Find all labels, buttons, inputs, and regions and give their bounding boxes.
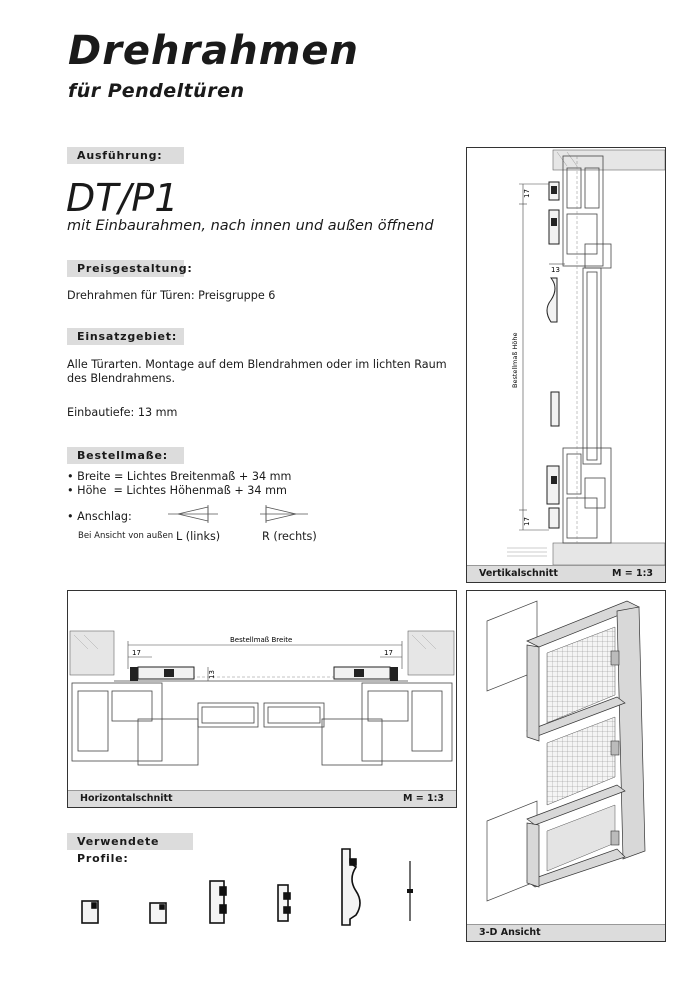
profile-4 bbox=[278, 885, 290, 921]
einsatz-line-1: Alle Türarten. Montage auf dem Blendrahmen oder im lichten Raum bbox=[67, 358, 447, 371]
vertikalschnitt-caption-bar bbox=[467, 565, 665, 582]
section-preis-heading: Preisgestaltung: bbox=[67, 260, 184, 277]
horizontalschnitt-panel bbox=[67, 590, 457, 808]
bestell-anschlag: • Anschlag: bbox=[67, 510, 132, 523]
model-description: mit Einbaurahmen, nach innen und außen öffnend bbox=[67, 218, 434, 234]
anschlag-symbols bbox=[168, 503, 318, 527]
profile-2 bbox=[150, 903, 166, 923]
anschlag-right-label: R (rechts) bbox=[262, 530, 317, 543]
horizontalschnitt-drawing bbox=[68, 591, 456, 791]
anschlag-right-symbol bbox=[260, 505, 308, 523]
section-ausfuehrung-heading: Ausführung: bbox=[67, 147, 184, 164]
ansicht-panel bbox=[466, 590, 666, 942]
profile-3 bbox=[210, 881, 226, 923]
horizontalschnitt-caption-bar bbox=[68, 790, 456, 807]
page-title: Drehrahmen bbox=[68, 28, 360, 74]
horizontal-dim-17-left: 17 bbox=[132, 649, 141, 657]
einsatz-depth: Einbautiefe: 13 mm bbox=[67, 406, 178, 419]
horizontalschnitt-scale: M = 1:3 bbox=[402, 793, 444, 804]
profile-drawings bbox=[70, 845, 440, 935]
page-subtitle: für Pendeltüren bbox=[68, 80, 245, 102]
einsatz-line-2: des Blendrahmens. bbox=[67, 372, 176, 385]
horizontalschnitt-caption: Horizontalschnitt bbox=[80, 793, 173, 804]
bestell-height: • Höhe = Lichtes Höhenmaß + 34 mm bbox=[67, 484, 287, 497]
bestell-view-note: Bei Ansicht von außen bbox=[78, 531, 174, 541]
vertikalschnitt-drawing bbox=[467, 148, 665, 566]
profile-6 bbox=[407, 861, 413, 921]
profile-1 bbox=[82, 901, 98, 923]
vertikalschnitt-panel bbox=[466, 147, 666, 583]
vertikal-dim-17-bottom: 17 bbox=[523, 517, 531, 526]
ansicht-caption: 3-D Ansicht bbox=[479, 927, 541, 938]
vertikal-dim-17-top: 17 bbox=[523, 189, 531, 198]
horizontal-dim-17-right: 17 bbox=[384, 649, 393, 657]
preis-text: Drehrahmen für Türen: Preisgruppe 6 bbox=[67, 289, 276, 302]
section-bestell-heading: Bestellmaße: bbox=[67, 447, 184, 464]
section-einsatz-heading: Einsatzgebiet: bbox=[67, 328, 184, 345]
ansicht-drawing bbox=[467, 591, 665, 925]
bestell-width: • Breite = Lichtes Breitenmaß + 34 mm bbox=[67, 470, 292, 483]
ansicht-caption-bar bbox=[467, 924, 665, 941]
horizontal-dim-13: 13 bbox=[208, 670, 216, 679]
anschlag-left-label: L (links) bbox=[176, 530, 221, 543]
vertikalschnitt-scale: M = 1:3 bbox=[611, 568, 653, 579]
section-profile-heading: Verwendete Profile: bbox=[67, 833, 193, 850]
anschlag-left-symbol bbox=[168, 505, 218, 523]
horizontal-width-label: Bestellmaß Breite bbox=[230, 636, 293, 644]
vertikal-height-label: Bestellmaß Höhe bbox=[511, 332, 519, 388]
profile-5 bbox=[342, 849, 360, 925]
vertikalschnitt-caption: Vertikalschnitt bbox=[479, 568, 558, 579]
model-name: DT/P1 bbox=[66, 176, 179, 220]
vertikal-dim-13: 13 bbox=[551, 266, 560, 274]
